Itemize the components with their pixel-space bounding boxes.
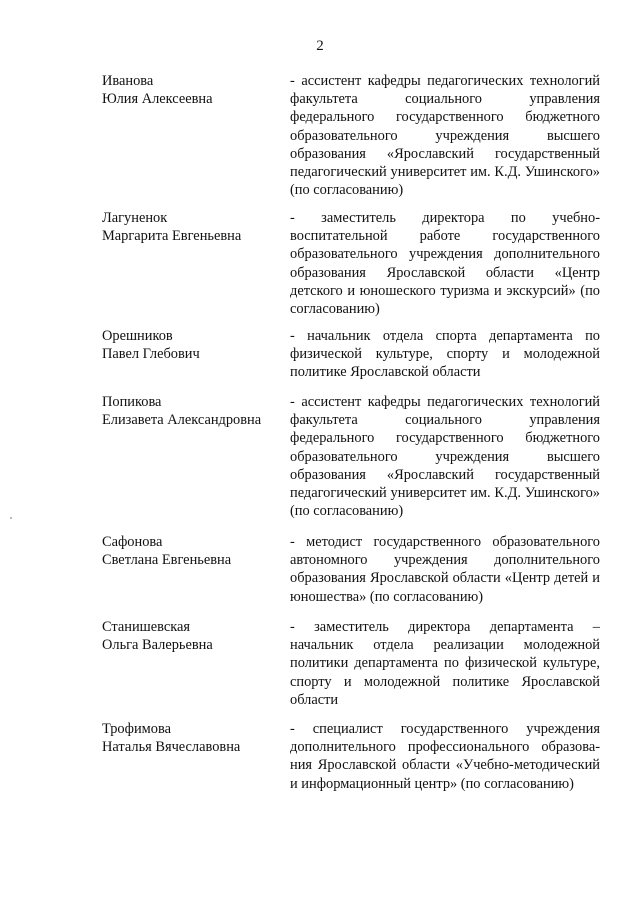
member-position: - ассистент кафедры педагогических технологий факультета социального управления федерального государственного бюджетного образовательного учреждения высшего образования «Ярославский государственный педагогический университет им. К.Д. Ушинского» (по согласованию) [290,73,600,199]
member-name [102,72,287,108]
member-position: - методист государственного образовательного автономного учреждения дополнительного образования Ярославской области «Центр детей и юношества» (по согласованию) [290,534,600,605]
member-surname: Лагуненок [102,210,168,226]
member-surname: Трофимова [102,721,171,737]
member-given-names: Наталья Вячеславовна [102,739,241,755]
member-name [102,209,287,245]
member-surname: Станишевская [102,619,191,635]
member-surname: Попикова [102,394,162,410]
member-given-names: Светлана Евгеньевна [102,552,232,568]
member-position: - начальник отдела спорта департамента по физической культуре, спорту и молодежной политике Ярославской области [290,328,600,381]
member-given-names: Елизавета Александровна [102,412,262,428]
member-given-names: Юлия Алексеевна [102,91,213,107]
member-name [102,393,287,429]
member-surname: Сафонова [102,534,163,550]
member-given-names: Маргарита Евгеньевна [102,228,242,244]
member-position: - ассистент кафедры педагогических технологий факультета социального управления федерального государственного бюджетного образовательного учреждения высшего образования «Ярославский государственный педагогический университет им. К.Д. Ушинского» (по согласованию) [290,394,600,520]
page-number: 2 [316,38,324,54]
member-given-names: Павел Глебович [102,346,200,362]
member-given-names: Ольга Валерьевна [102,637,213,653]
member-position: - заместитель директора по учебно-воспитательной работе государственного образовательного учреждения дополнительного образования Ярославской области «Центр детского и юношеского туризма и экскурсий» (по согласованию) [290,210,600,318]
member-surname: Иванова [102,73,154,89]
member-name [102,533,287,569]
member-name [102,327,287,363]
member-name [102,618,287,654]
member-position: - специалист государственного учреждения дополнительного профессионального образования Ярославской области «Учебно-методический и информационный центр» (по согласованию) [290,721,600,792]
member-surname: Орешников [102,328,173,344]
member-position: - заместитель директора департамента – начальник отдела реализации молодежной политики департамента по физической культуре, спорту и молодежной политике Ярославской области [290,619,600,708]
margin-mark [10,517,12,519]
member-name [102,720,287,756]
